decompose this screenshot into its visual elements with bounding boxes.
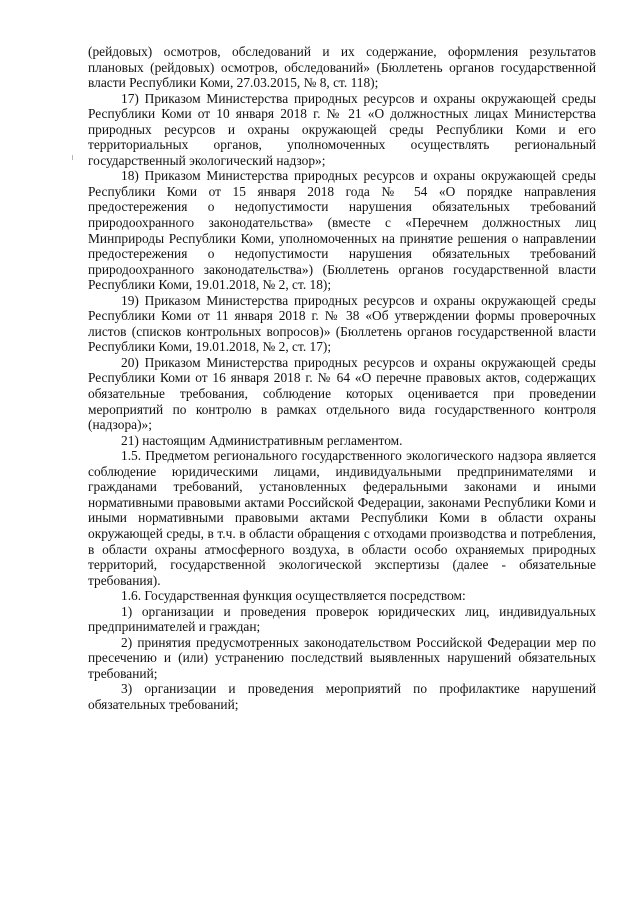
paragraph-clause-1-6-3: 3) организации и проведения мероприятий по профилактике нарушений обязательных требований; — [88, 681, 596, 712]
paragraph-clause-1-6-2: 2) принятия предусмотренных законодательством Российской Федерации мер по пресечению и (или) устранению последствий выявленных нарушений обязательных требований; — [88, 634, 596, 681]
document-page — [88, 44, 596, 713]
paragraph-item-19: 19) Приказом Министерства природных ресурсов и охраны окружающей среды Республики Коми от 11 января 2018 г. № 38 «Об утверждении формы проверочных листов (списков контрольных вопросов)» (Бюллетень органов государственной власти Республики Коми, 19.01.2018, № 2, ст. 17); — [88, 292, 596, 355]
paragraph-item-21: 21) настоящим Административным регламентом. — [121, 432, 403, 448]
paragraph-clause-1-6-1: 1) организации и проведения проверок юридических лиц, индивидуальных предпринимателей и граждан; — [88, 603, 596, 635]
paragraph-clause-1-6: 1.6. Государственная функция осуществляется посредством: — [121, 588, 466, 604]
paragraph-item-17: 17) Приказом Министерства природных ресурсов и охраны окружающей среды Республики Коми от 10 января 2018 г. № 21 «О должностных лицах Министерства природных ресурсов и охраны окружающей среды Республики Коми и его территориальных органов, уполномоченных осуществлять региональный государственный экологический надзор»; — [88, 90, 596, 168]
paragraph-clause-1-5: 1.5. Предметом регионального государственного экологического надзора является соблюдение юридическими лицами, индивидуальными предпринимателями и гражданами требований, установленных федеральными законами и иными нормативными правовыми актами Российской Федерации, законами Республики Коми и иными нормативными правовыми актами Республики Коми в области охраны окружающей среды, в т.ч. в области обращения с отходами производства и потребления, в области охраны атмосферного воздуха, в области особо охраняемых природных территорий, государственной экологической экспертизы (далее - обязательные требования). — [88, 448, 596, 588]
paragraph-continuation: (рейдовых) осмотров, обследований и их содержание, оформления результатов плановых (рейдовых) осмотров, обследований» (Бюллетень органов государственной власти Республики Коми, 27.03.2015, № 8, ст. 118); — [88, 44, 596, 91]
paragraph-item-18: 18) Приказом Министерства природных ресурсов и охраны окружающей среды Республики Коми от 15 января 2018 года № 54 «О порядке направления предостережения о недопустимости нарушения обязательных требований природоохранного законодательства» (вместе с «Перечнем должностных лиц Минприроды Республики Коми, уполномоченных на принятие решения о направлении предостережения о недопустимости нарушения обязательных требований природоохранного законодательства») (Бюллетень органов государственной власти Республики Коми, 19.01.2018, № 2, ст. 18); — [88, 168, 596, 293]
scan-margin-mark — [72, 155, 73, 160]
paragraph-item-20: 20) Приказом Министерства природных ресурсов и охраны окружающей среды Республики Коми от 16 января 2018 г. № 64 «О перечне правовых актов, содержащих обязательные требования, соблюдение которых оценивается при проведении мероприятий по контролю в рамках отдельного вида государственного контроля (надзора)»; — [88, 354, 596, 433]
